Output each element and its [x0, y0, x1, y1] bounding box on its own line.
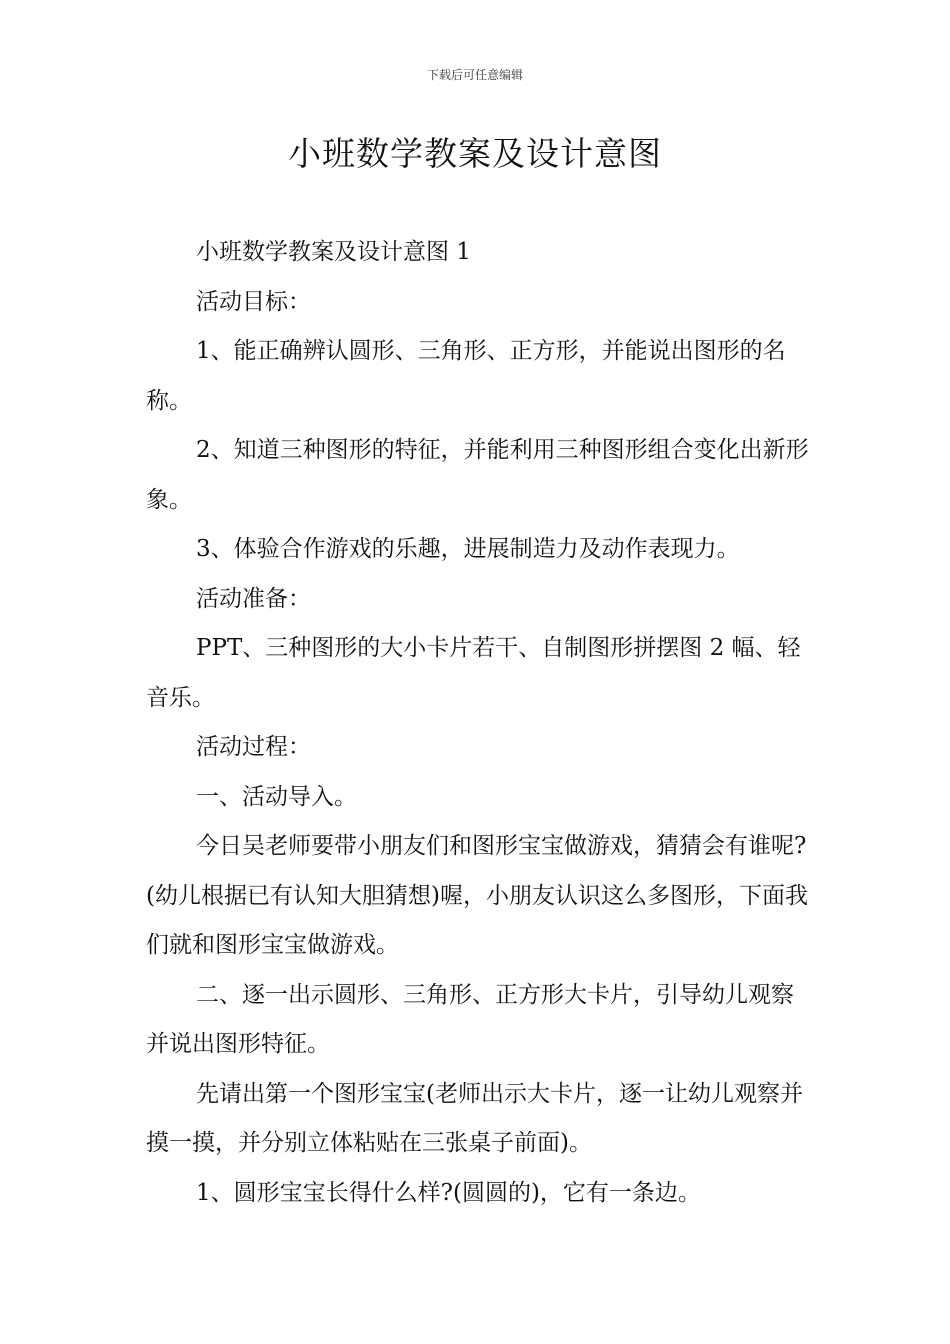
paragraph-step-1-body: 今日吴老师要带小朋友们和图形宝宝做游戏，猜猜会有谁呢?(幼儿根据已有认知大胆猜想)喔，小朋友认识这么多图形，下面我们就和图形宝宝做游戏。 [146, 833, 808, 958]
document-title: 小班数学教案及设计意图 [288, 134, 662, 173]
paragraph-section-heading: 小班数学教案及设计意图 1 [196, 239, 471, 265]
paragraph-objective-2: 2、知道三种图形的特征，并能利用三种图形组合变化出新形象。 [146, 437, 809, 513]
header-note: 下载后可任意编辑 [426, 68, 523, 82]
paragraph-preparation: PPT、三种图形的大小卡片若干、自制图形拼摆图 2 幅、轻音乐。 [146, 635, 801, 711]
paragraph-objective-3: 3、体验合作游戏的乐趣，进展制造力及动作表现力。 [196, 536, 740, 562]
paragraph-process-heading: 活动过程： [196, 734, 311, 760]
paragraph-objective-1: 1、能正确辨认圆形、三角形、正方形，并能说出图形的名称。 [146, 338, 786, 414]
paragraph-step-2-body: 先请出第一个图形宝宝(老师出示大卡片，逐一让幼儿观察并摸一摸，并分别立体粘贴在三张桌子前面)。 [146, 1080, 803, 1156]
paragraph-step-2-item-1: 1、圆形宝宝长得什么样?(圆圆的)，它有一条边。 [196, 1179, 701, 1206]
paragraph-objectives-heading: 活动目标： [196, 288, 311, 315]
document-body [146, 228, 816, 1218]
paragraph-step-2-heading: 二、逐一出示圆形、三角形、正方形大卡片，引导幼儿观察并说出图形特征。 [146, 981, 794, 1057]
paragraph-step-1-heading: 一、活动导入。 [196, 783, 357, 810]
paragraph-preparation-heading: 活动准备： [196, 585, 311, 612]
